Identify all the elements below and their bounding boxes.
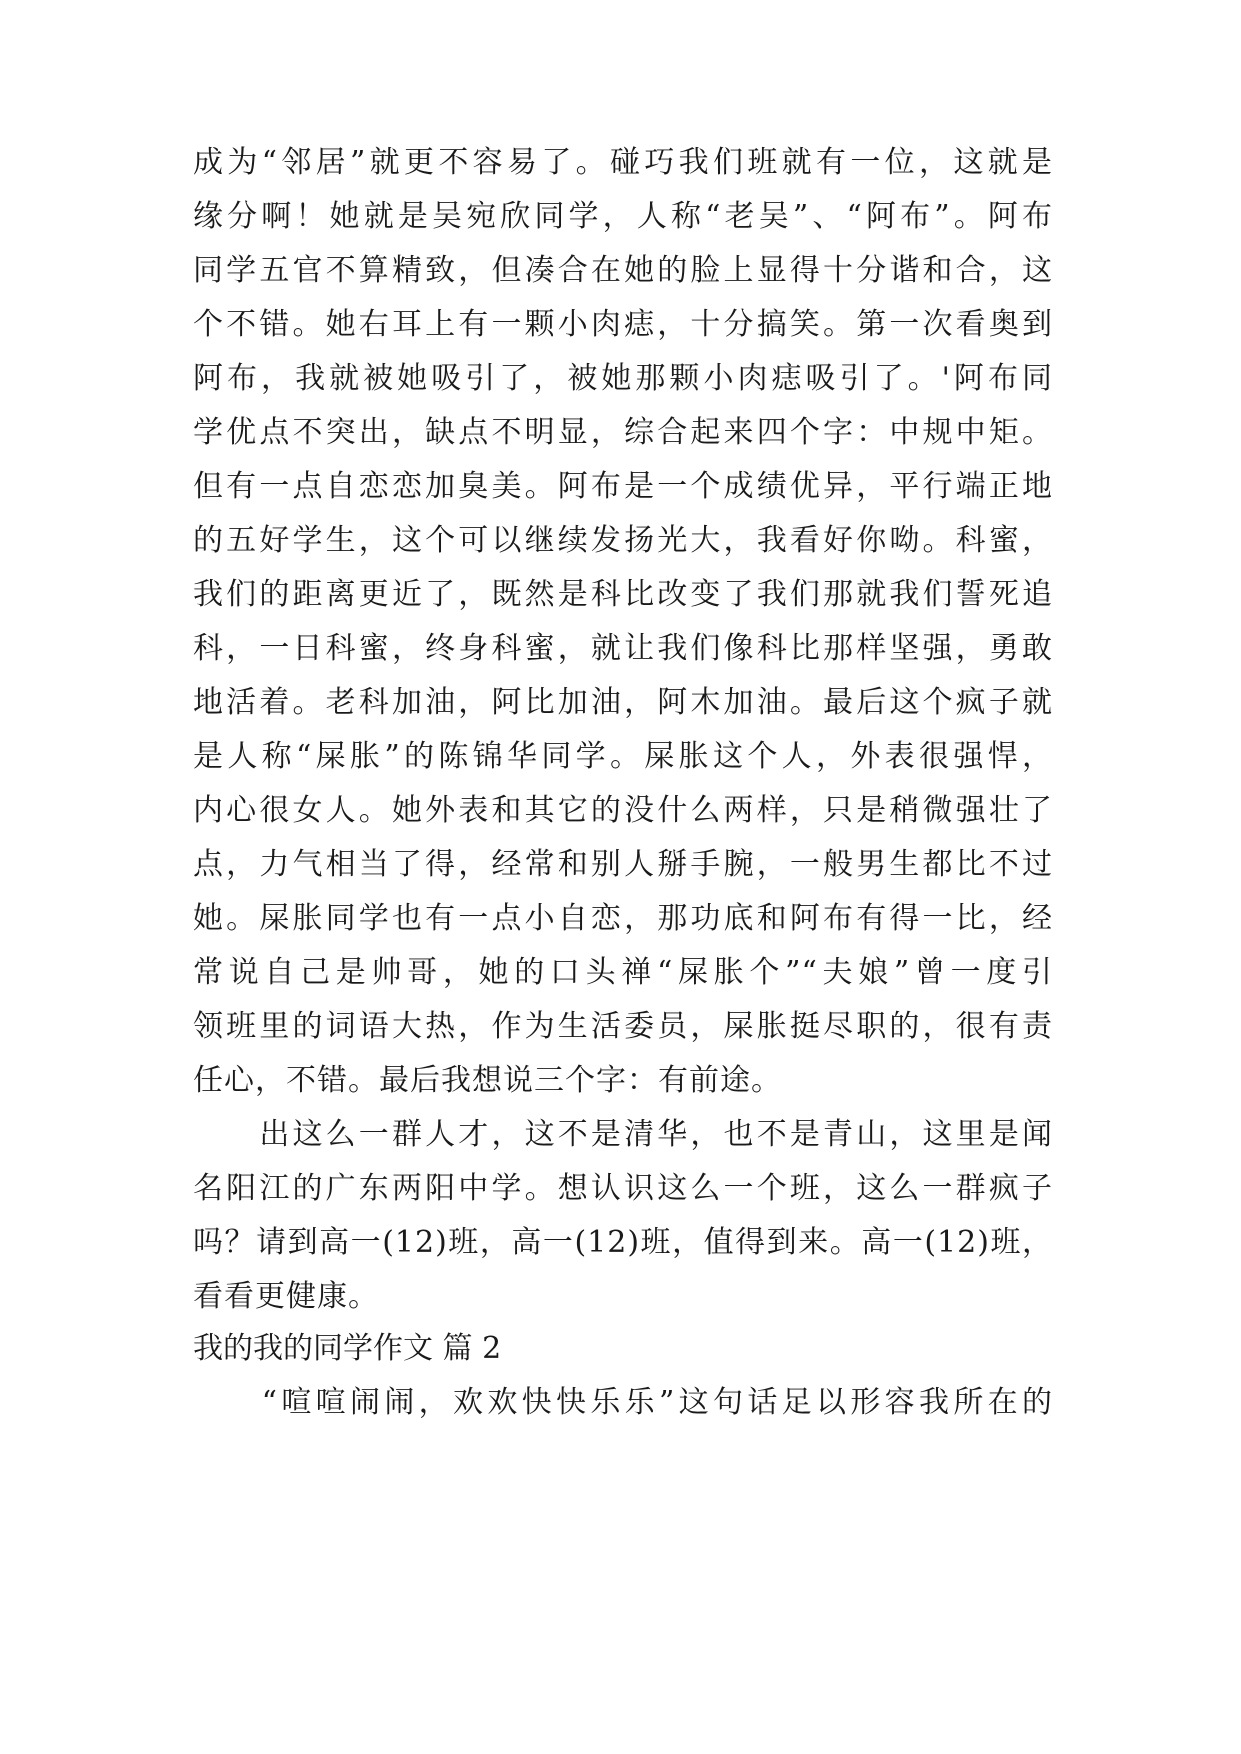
section-heading: 我的我的同学作文 篇 2 — [193, 1331, 502, 1366]
text-line: 常说自己是帅哥，她的口头禅“屎胀个”“夫娘”曾一度引 — [193, 955, 1053, 990]
text-line: 的五好学生，这个可以继续发扬光大，我看好你呦。科蜜， — [193, 523, 1053, 558]
text-line: 学优点不突出，缺点不明显，综合起来四个字：中规中矩。 — [193, 415, 1053, 450]
text-line: 任心，不错。最后我想说三个字：有前途。 — [193, 1063, 782, 1098]
text-line: 名阳江的广东两阳中学。想认识这么一个班，这么一群疯子 — [193, 1171, 1053, 1206]
text-line: 是人称“屎胀”的陈锦华同学。屎胀这个人，外表很强悍， — [193, 739, 1053, 774]
text-line: 出这么一群人才，这不是清华，也不是青山，这里是闻 — [193, 1117, 1053, 1152]
text-line: 科，一日科蜜，终身科蜜，就让我们像科比那样坚强，勇敢 — [193, 631, 1053, 666]
text-line: 但有一点自恋恋加臭美。阿布是一个成绩优异，平行端正地 — [193, 469, 1053, 504]
text-line: 看看更健康。 — [193, 1279, 379, 1314]
text-line: 阿布，我就被她吸引了，被她那颗小肉痣吸引了。'阿布同 — [193, 361, 1053, 396]
text-line: 内心很女人。她外表和其它的没什么两样，只是稍微强壮了 — [193, 793, 1053, 828]
text-line: 缘分啊！她就是吴宛欣同学，人称“老吴”、“阿布”。阿布 — [193, 199, 1053, 234]
text-line: 成为“邻居”就更不容易了。碰巧我们班就有一位，这就是 — [193, 145, 1053, 180]
text-line: 她。屎胀同学也有一点小自恋，那功底和阿布有得一比，经 — [193, 901, 1053, 936]
text-line: 地活着。老科加油，阿比加油，阿木加油。最后这个疯子就 — [193, 685, 1053, 720]
text-line: 吗？请到高一(12)班，高一(12)班，值得到来。高一(12)班， — [193, 1225, 1053, 1260]
text-line: 点，力气相当了得，经常和别人掰手腕，一般男生都比不过 — [193, 847, 1053, 882]
text-line: 同学五官不算精致，但凑合在她的脸上显得十分谐和合，这 — [193, 253, 1053, 288]
text-line: 个不错。她右耳上有一颗小肉痣，十分搞笑。第一次看奥到 — [193, 307, 1053, 342]
text-line: 我们的距离更近了，既然是科比改变了我们那就我们誓死追 — [193, 577, 1053, 612]
text-line: 领班里的词语大热，作为生活委员，屎胀挺尽职的，很有责 — [193, 1009, 1053, 1044]
text-line: “喧喧闹闹，欢欢快快乐乐”这句话足以形容我所在的 — [193, 1385, 1053, 1420]
